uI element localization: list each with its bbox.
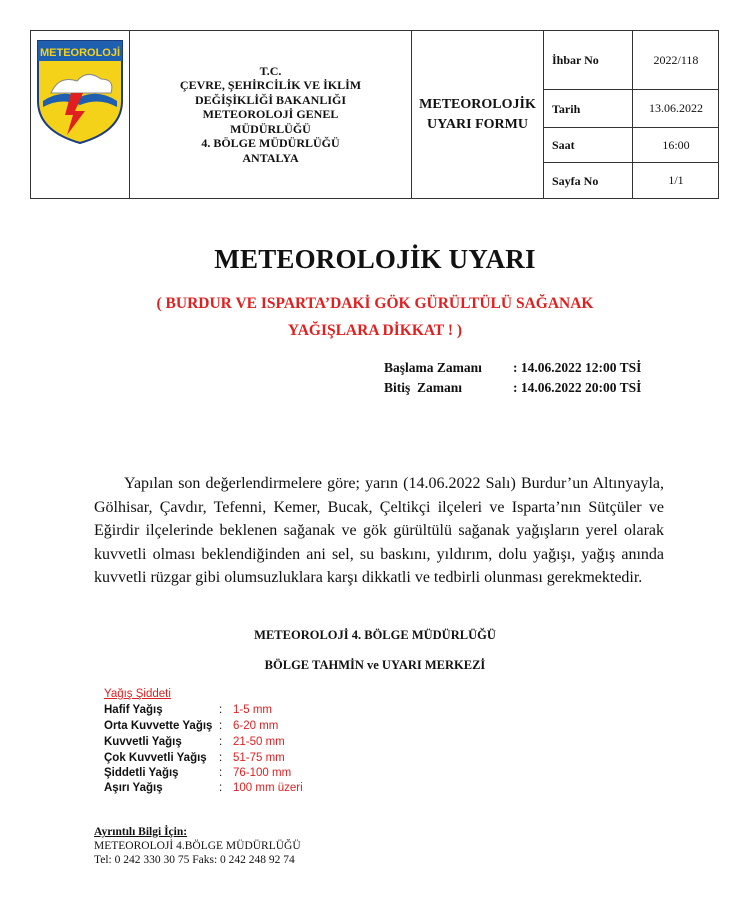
severity-colon: :	[219, 704, 223, 716]
ministry-line: ANTALYA	[242, 150, 299, 165]
form-title	[412, 31, 543, 198]
severity-value: 51-75 mm	[233, 752, 285, 764]
sayfa-no-label: Sayfa No	[552, 173, 599, 188]
meteoroloji-logo	[31, 31, 129, 198]
severity-row	[104, 782, 364, 797]
severity-row	[104, 720, 364, 735]
subtitle-line: ( BURDUR VE ISPARTA’DAKİ GÖK GÜRÜLTÜLÜ SAĞANAK	[156, 295, 594, 312]
contact-phones: Tel: 0 242 330 30 75 Faks: 0 242 248 92 74	[94, 854, 295, 866]
ministry-line: 4. BÖLGE MÜDÜRLÜĞÜ	[201, 136, 340, 151]
tarih-value: 13.06.2022	[649, 101, 703, 115]
severity-colon: :	[219, 720, 223, 732]
warning-body: Yapılan son değerlendirmelere göre; yarın (14.06.2022 Salı) Burdur’un Altınyayla, Gölhisar, Çavdır, Tefenni, Kemer, Bucak, Çeltikçi ilçeleri ve Isparta’nın Sütçüler ve Eğirdir ilçelerinde beklenen sağanak ve gök gürültülü sağanak yağışların yerel olarak kuvvetli olması beklendiğinden ani sel, su baskını, yıldırım, dolu yağışı, yağış anında kuvvetli rüzgar gibi olumsuzluklara karşı dikkatli ve tedbirli olunması gerekmektedir.	[94, 475, 664, 587]
severity-name: Kuvvetli Yağış	[104, 736, 182, 748]
saat-label: Saat	[552, 138, 575, 152]
subtitle-line: YAĞIŞLARA DİKKAT ! )	[287, 322, 463, 339]
severity-value: 6-20 mm	[233, 720, 279, 732]
severity-row	[104, 752, 364, 767]
ihbar-no-label: İhbar No	[552, 53, 599, 67]
saat-value: 16:00	[662, 137, 690, 152]
ihbar-no-value: 2022/118	[653, 52, 699, 67]
severity-value: 1-5 mm	[233, 704, 272, 716]
ministry-line: T.C.	[259, 63, 282, 78]
severity-name: Orta Kuvvette Yağış	[104, 720, 213, 732]
severity-colon: :	[219, 782, 223, 794]
severity-name: Hafif Yağış	[104, 704, 163, 716]
contact-heading: Ayrıntılı Bilgi İçin:	[94, 826, 188, 838]
severity-name: Çok Kuvvetli Yağış	[104, 752, 207, 764]
severity-row	[104, 704, 364, 719]
ministry-line: MÜDÜRLÜĞÜ	[230, 121, 311, 136]
ministry-line: METEOROLOJİ GENEL	[202, 107, 339, 122]
end-time-value: : 14.06.2022 20:00 TSİ	[513, 380, 642, 395]
ministry-line: DEĞİŞİKLİĞİ BAKANLIĞI	[194, 92, 347, 107]
end-time-label: Bitiş Zamanı	[384, 380, 463, 395]
ministry-line: ÇEVRE, ŞEHİRCİLİK VE İKLİM	[179, 78, 362, 93]
severity-colon: :	[219, 752, 223, 764]
severity-name: Şiddetli Yağış	[104, 767, 179, 779]
logo-text: METEOROLOJİ	[39, 47, 121, 59]
severity-row	[104, 736, 364, 751]
org-center: BÖLGE TAHMİN ve UYARI MERKEZİ	[264, 658, 486, 672]
document-title: METEOROLOJİK UYARI	[214, 244, 536, 274]
severity-value: 76-100 mm	[233, 767, 292, 779]
header-table	[30, 30, 719, 199]
start-time-label: Başlama Zamanı	[384, 360, 482, 375]
sayfa-no-value: 1/1	[668, 173, 684, 187]
severity-colon: :	[219, 736, 223, 748]
start-time-value: : 14.06.2022 12:00 TSİ	[513, 360, 642, 375]
form-title-line: METEOROLOJİK	[419, 96, 536, 112]
org-name: METEOROLOJİ 4. BÖLGE MÜDÜRLÜĞÜ	[254, 628, 496, 642]
severity-heading: Yağış Şiddeti	[104, 688, 171, 700]
severity-value: 21-50 mm	[233, 736, 285, 748]
ministry-block	[130, 31, 411, 198]
severity-row	[104, 767, 364, 782]
tarih-label: Tarih	[552, 101, 581, 116]
severity-name: Aşırı Yağış	[104, 782, 163, 794]
severity-value: 100 mm üzeri	[233, 782, 303, 794]
severity-colon: :	[219, 767, 223, 779]
warning-subtitle	[60, 290, 690, 344]
contact-org: METEOROLOJİ 4.BÖLGE MÜDÜRLÜĞÜ	[94, 840, 301, 852]
form-title-line: UYARI FORMU	[427, 116, 528, 132]
